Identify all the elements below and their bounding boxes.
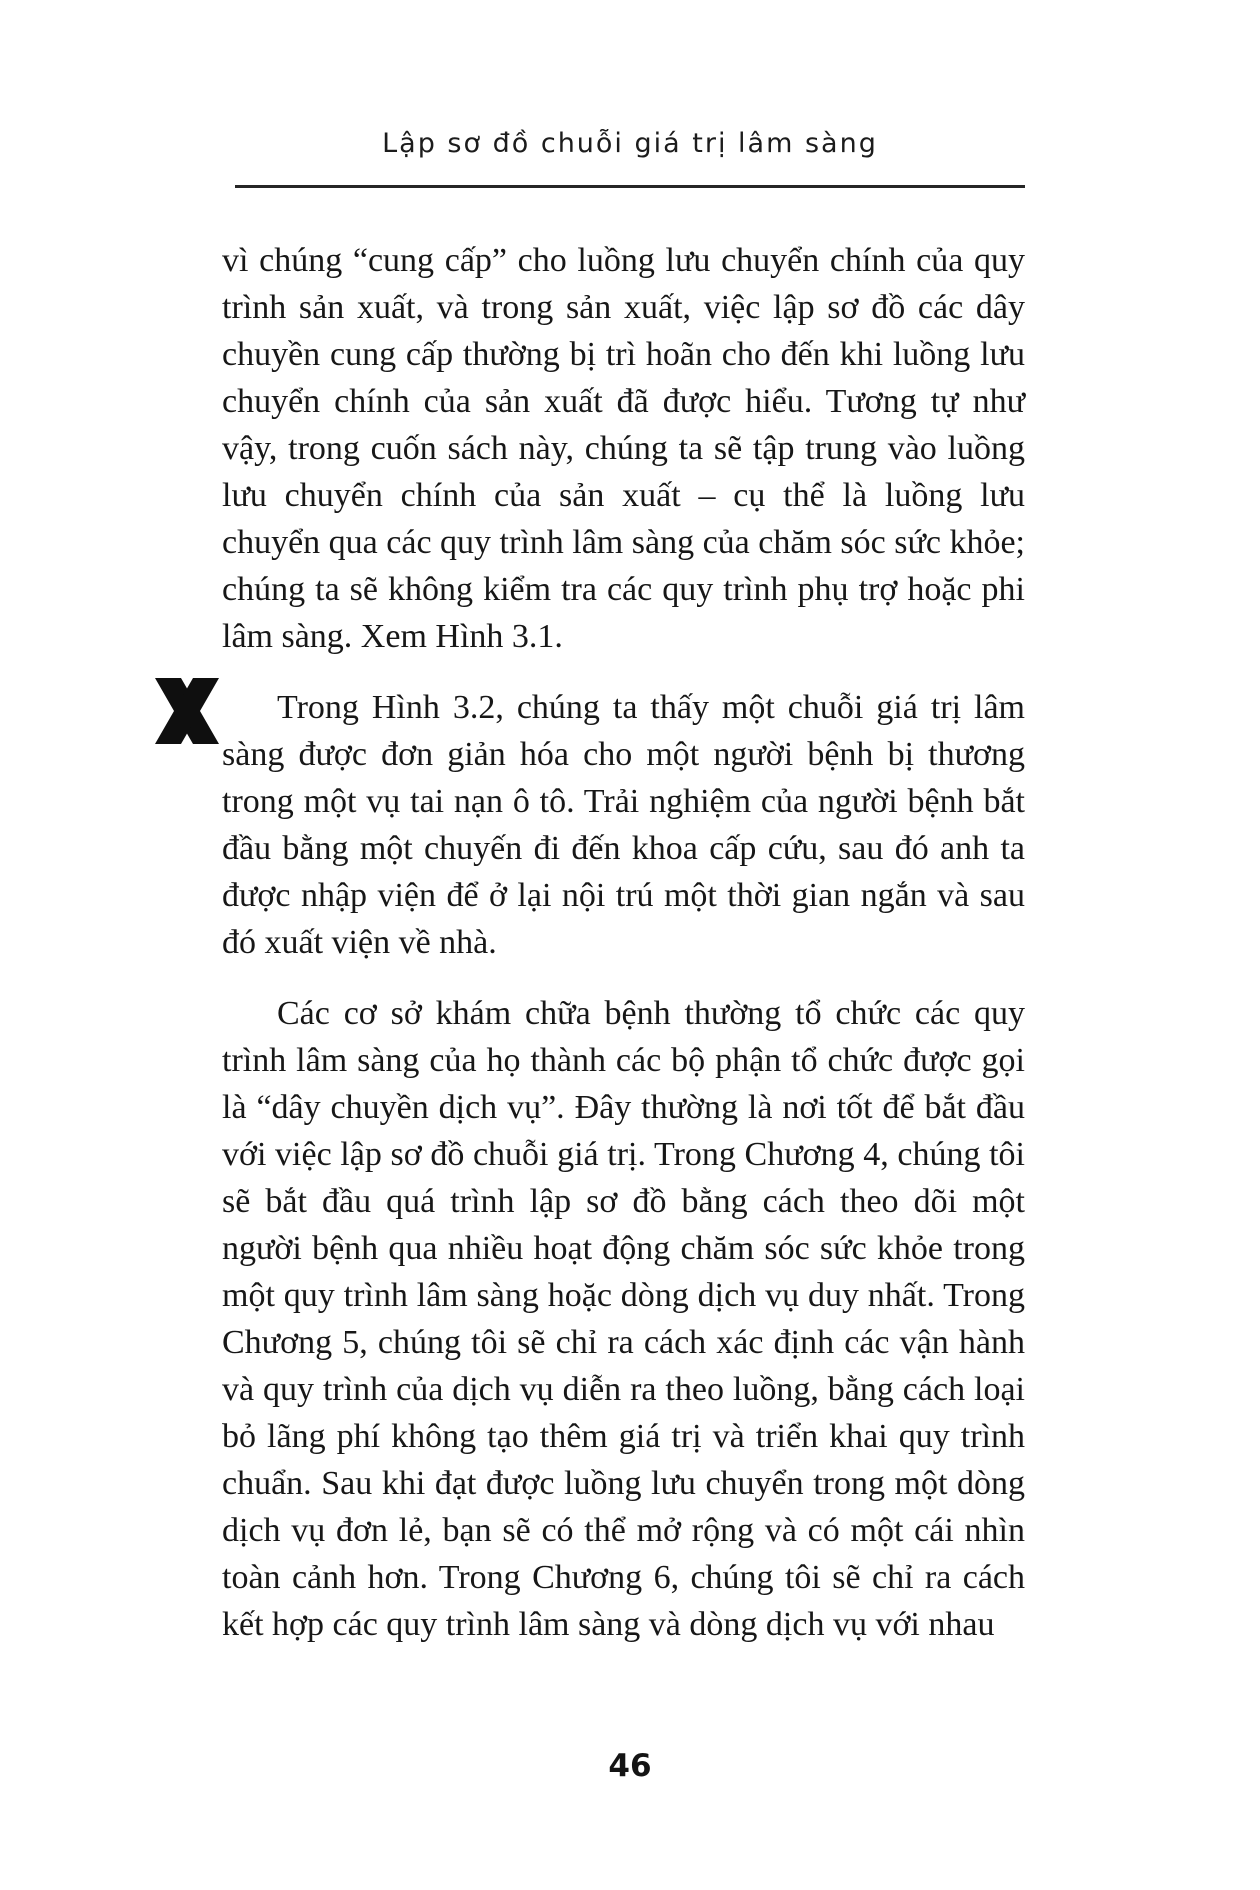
x-mark-icon xyxy=(152,678,224,744)
body-text-block xyxy=(222,237,1025,1672)
header-divider-rule xyxy=(235,185,1025,188)
paragraph-2: Trong Hình 3.2, chúng ta thấy một chuỗi giá trị lâm sàng được đơn giản hóa cho một người bệnh bị thương trong một vụ tai nạn ô tô. Trải nghiệm của người bệnh bắt đầu bằng một chuyến đi đến khoa cấp cứu, sau đó anh ta được nhập viện để ở lại nội trú một thời gian ngắn và sau đó xuất viện về nhà. xyxy=(222,689,1025,961)
page-number: 46 xyxy=(608,1748,652,1784)
running-head-title: Lập sơ đồ chuỗi giá trị lâm sàng xyxy=(382,128,878,159)
paragraph-1: vì chúng “cung cấp” cho luồng lưu chuyển chính của quy trình sản xuất, và trong sản xuất, việc lập sơ đồ các dây chuyền cung cấp thường bị trì hoãn cho đến khi luồng lưu chuyển chính của sản xuất đã được hiểu. Tương tự như vậy, trong cuốn sách này, chúng ta sẽ tập trung vào luồng lưu chuyển chính của sản xuất – cụ thể là luồng lưu chuyển qua các quy trình lâm sàng của chăm sóc sức khỏe; chúng ta sẽ không kiểm tra các quy trình phụ trợ hoặc phi lâm sàng. Xem Hình 3.1. xyxy=(222,242,1025,655)
paragraph-3: Các cơ sở khám chữa bệnh thường tổ chức các quy trình lâm sàng của họ thành các bộ phận tổ chức được gọi là “dây chuyền dịch vụ”. Đây thường là nơi tốt để bắt đầu với việc lập sơ đồ chuỗi giá trị. Trong Chương 4, chúng tôi sẽ bắt đầu quá trình lập sơ đồ bằng cách theo dõi một người bệnh qua nhiều hoạt động chăm sóc sức khỏe trong một quy trình lâm sàng hoặc dòng dịch vụ duy nhất. Trong Chương 5, chúng tôi sẽ chỉ ra cách xác định các vận hành và quy trình của dịch vụ diễn ra theo luồng, bằng cách loại bỏ lãng phí không tạo thêm giá trị và triển khai quy trình chuẩn. Sau khi đạt được luồng lưu chuyển trong một dòng dịch vụ đơn lẻ, bạn sẽ có thể mở rộng và có một cái nhìn toàn cảnh hơn. Trong Chương 6, chúng tôi sẽ chỉ ra cách kết hợp các quy trình lâm sàng và dòng dịch vụ với nhau xyxy=(222,995,1025,1643)
